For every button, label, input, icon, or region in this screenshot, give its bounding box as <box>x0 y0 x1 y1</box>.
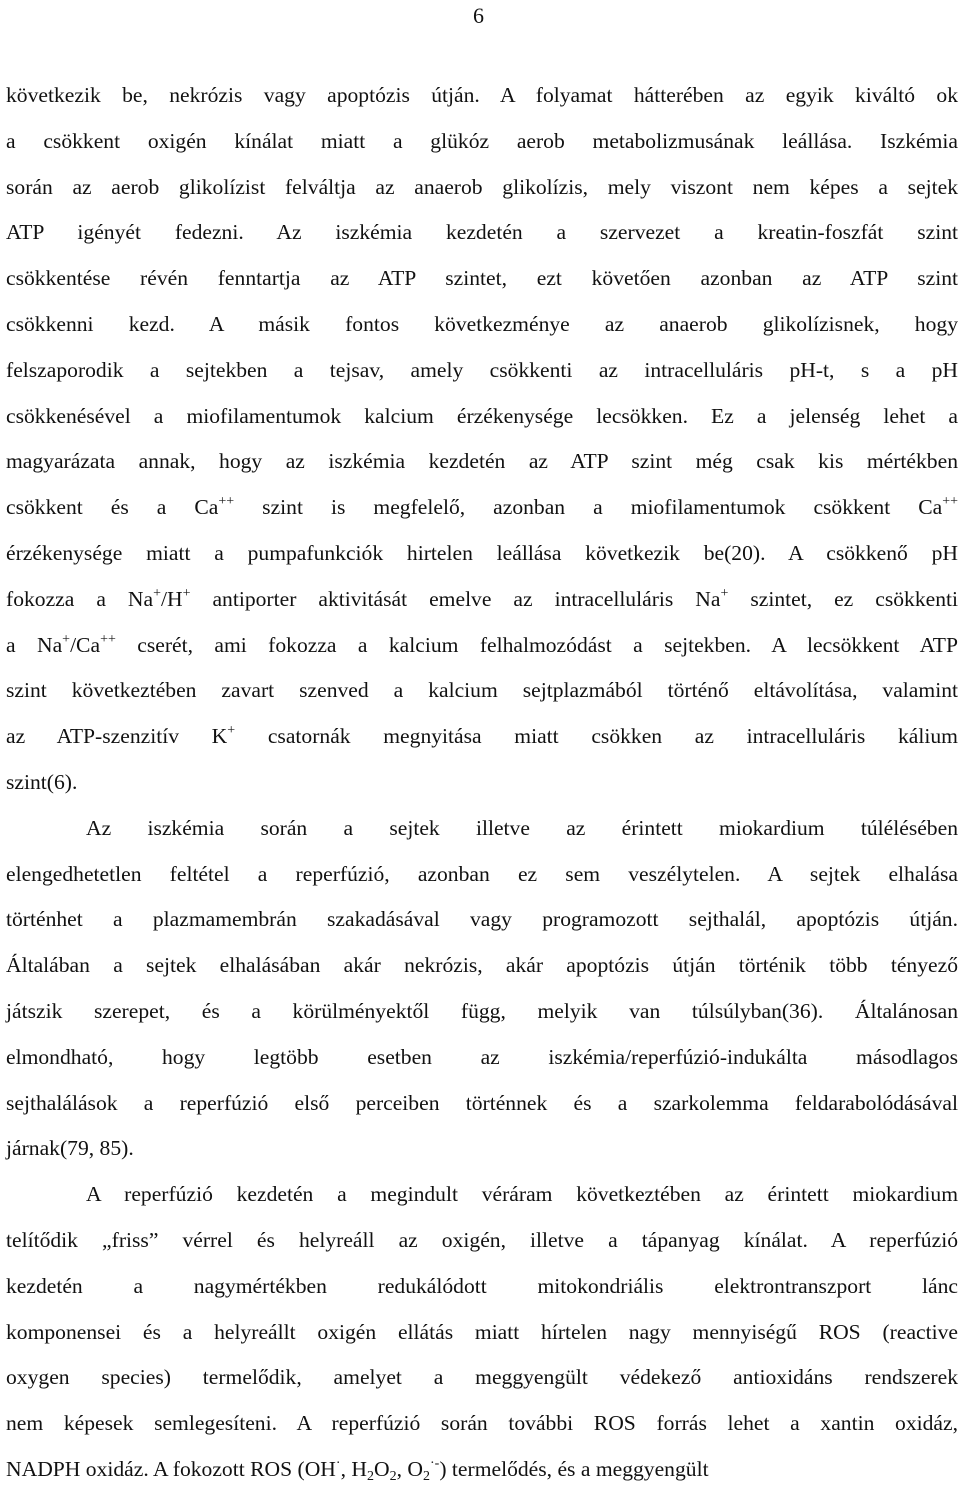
text-line <box>6 1264 958 1310</box>
text-line <box>6 485 958 531</box>
text-run: /H <box>160 586 183 611</box>
text-line <box>6 1310 958 1356</box>
text-line <box>6 760 958 806</box>
text-run: ) termelődés, és a meggyengült <box>439 1456 709 1481</box>
text-run: sejthalálások a reperfúzió első perceiben történnek és a szarkolemma feldarabolódásával <box>6 1090 958 1115</box>
text-run: O <box>373 1456 390 1481</box>
text-run: következik be, nekrózis vagy apoptózis útján. A folyamat hátterében az egyik kiváltó ok <box>6 83 958 107</box>
text-run: , O <box>396 1456 423 1481</box>
text-run: csökkentése révén fenntartja az ATP szintet, ezt követően azonban az ATP szint <box>6 266 958 291</box>
text-line <box>6 806 958 852</box>
text-line <box>6 531 958 577</box>
text-line <box>6 852 958 898</box>
superscript: + <box>227 723 236 739</box>
text-line <box>6 302 958 348</box>
text-run: Az iszkémia során a sejtek illetve az érintett miokardium túlélésében <box>86 815 958 840</box>
text-run: antiporter aktivitását emelve az intracelluláris Na <box>190 586 721 611</box>
superscript: · <box>335 1455 341 1471</box>
text-line <box>6 165 958 211</box>
text-run: szint következtében zavart szenved a kalcium sejtplazmából történő eltávolítása, valamint <box>6 678 958 703</box>
text-run: a csökkent oxigén kínálat miatt a glükóz aerob metabolizmusának leállása. Iszkémia <box>6 128 958 153</box>
text-run: járnak(79, 85). <box>6 1136 134 1161</box>
superscript: ++ <box>100 631 116 647</box>
text-line <box>6 1401 958 1447</box>
text-line <box>6 348 958 394</box>
text-line <box>6 210 958 256</box>
text-line <box>6 668 958 714</box>
text-run: /Ca <box>70 632 101 657</box>
text-line <box>6 119 958 165</box>
text-line <box>6 1447 958 1493</box>
text-run: szint(6). <box>6 769 78 794</box>
text-line <box>6 714 958 760</box>
text-run: játszik szerepet, és a körülményektől függ, melyik van túlsúlyban(36). Általánosan <box>6 998 958 1023</box>
text-run: elmondható, hogy legtöbb esetben az iszkémia/reperfúzió-indukálta másodlagos <box>6 1044 958 1069</box>
text-line <box>6 73 958 119</box>
page-number: 6 <box>473 3 484 28</box>
text-run: az ATP-szenzitív K <box>6 724 228 749</box>
text-line <box>6 1355 958 1401</box>
text-run: fokozza a Na <box>6 586 154 611</box>
text-run: magyarázata annak, hogy az iszkémia kezdetén az ATP szint még csak kis mértékben <box>6 449 958 474</box>
text-run: csökkenni kezd. A másik fontos következménye az anaerob glikolízisnek, hogy <box>6 311 958 336</box>
text-run: felszaporodik a sejtekben a tejsav, amely csökkenti az intracelluláris pH-t, s a pH <box>6 357 958 382</box>
text-line <box>6 439 958 485</box>
text-line <box>6 1172 958 1218</box>
text-line <box>6 897 958 943</box>
subscript: 2 <box>423 1468 430 1484</box>
paragraph <box>6 806 958 1172</box>
text-run: szint is megfelelő, azonban a miofilamentumok csökkent Ca <box>234 495 943 520</box>
text-run: Általában a sejtek elhalásában akár nekrózis, akár apoptózis útján történik több tényező <box>6 953 958 978</box>
text-run: csökkenésével a miofilamentumok kalcium érzékenysége lecsökken. Ez a jelenség lehet a <box>6 403 958 428</box>
text-line <box>6 623 958 669</box>
superscript: + <box>720 585 729 601</box>
superscript: ·- <box>430 1455 440 1471</box>
text-run: A reperfúzió kezdetén a megindult véráram következtében az érintett miokardium <box>86 1182 958 1207</box>
subscript: 2 <box>366 1468 374 1484</box>
body-text <box>6 73 958 1493</box>
superscript: ++ <box>218 494 235 510</box>
text-run: a Na <box>6 632 63 657</box>
text-run: során az aerob glikolízist felváltja az anaerob glikolízis, mely viszont nem képes a sejtek <box>6 174 958 199</box>
text-line <box>6 1081 958 1127</box>
text-run: komponensei és a helyreállt oxigén ellátás miatt hírtelen nagy mennyiségű ROS (reactive <box>6 1319 958 1344</box>
text-run: csökkent és a Ca <box>6 495 219 520</box>
text-line <box>6 1126 958 1172</box>
text-line <box>6 1218 958 1264</box>
text-run: nem képesek semlegesíteni. A reperfúzió során további ROS forrás lehet a xantin oxidáz, <box>6 1411 958 1436</box>
superscript: + <box>153 585 161 601</box>
text-line <box>6 943 958 989</box>
paragraph <box>6 1172 958 1493</box>
text-run: , H <box>340 1456 367 1481</box>
text-line <box>6 577 958 623</box>
text-run: csatornák megnyitása miatt csökken az intracelluláris kálium <box>235 724 958 749</box>
superscript: + <box>62 631 71 647</box>
text-run: kezdetén a nagymértékben redukálódott mitokondriális elektrontranszport lánc <box>6 1273 958 1298</box>
text-line <box>6 989 958 1035</box>
paragraph <box>6 73 958 806</box>
text-run: oxygen species) termelődik, amelyet a meggyengült védekező antioxidáns rendszerek <box>6 1365 958 1390</box>
text-run: ATP igényét fedezni. Az iszkémia kezdetén a szervezet a kreatin-foszfát szint <box>6 220 958 245</box>
text-run: NADPH oxidáz. A fokozott ROS (OH <box>6 1456 336 1481</box>
text-run: elengedhetetlen feltétel a reperfúzió, azonban ez sem veszélytelen. A sejtek elhalása <box>6 861 958 886</box>
superscript: + <box>182 585 191 601</box>
text-run: cserét, ami fokozza a kalcium felhalmozódást a sejtekben. A lecsökkent ATP <box>115 632 958 657</box>
text-run: telítődik „friss” vérrel és helyreáll az oxigén, illetve a tápanyag kínálat. A reperfúzió <box>6 1227 958 1252</box>
text-run: történhet a plazmamembrán szakadásával vagy programozott sejthalál, apoptózis útján. <box>6 907 958 932</box>
text-run: szintet, ez csökkenti <box>728 586 958 611</box>
text-line <box>6 256 958 302</box>
text-line <box>6 394 958 440</box>
text-line <box>6 1035 958 1081</box>
text-run: érzékenysége miatt a pumpafunkciók hirtelen leállása következik be(20). A csökkenő pH <box>6 540 958 565</box>
subscript: 2 <box>389 1468 397 1484</box>
superscript: ++ <box>942 494 959 510</box>
